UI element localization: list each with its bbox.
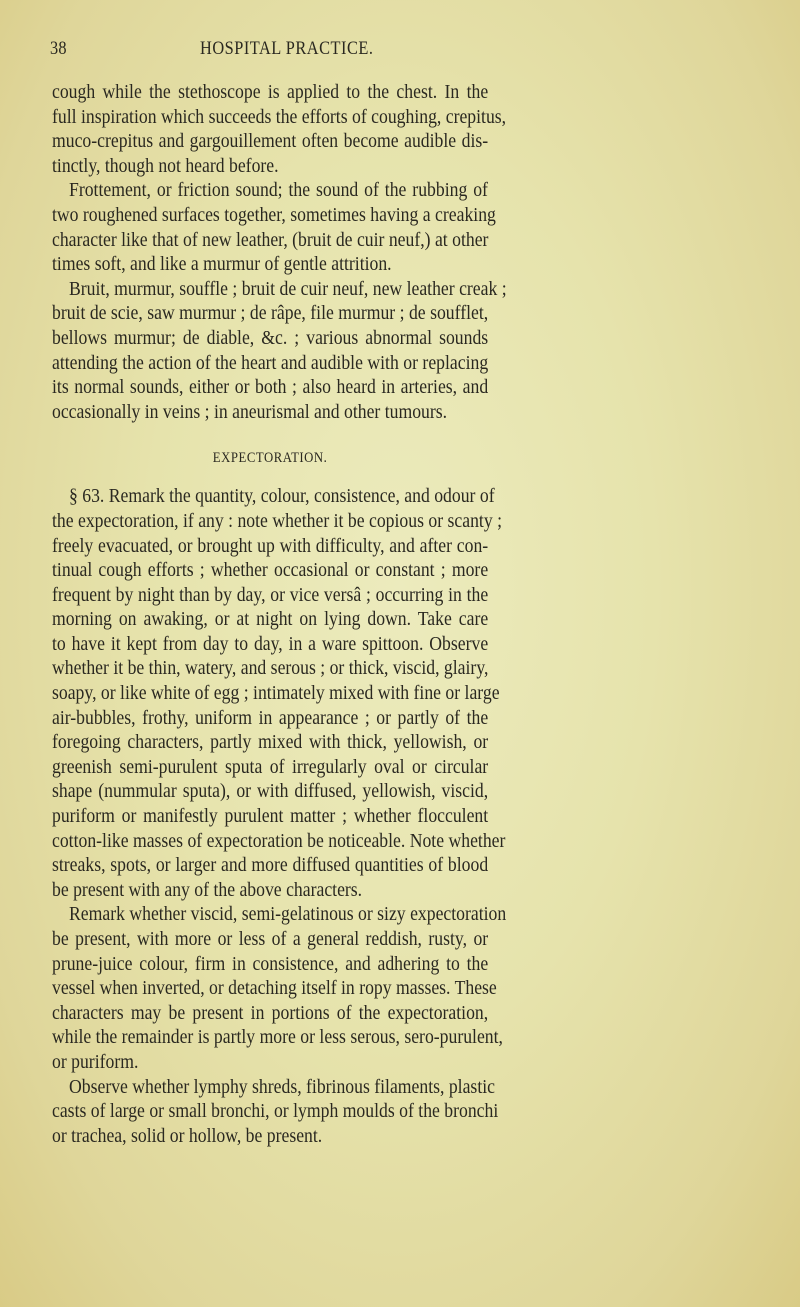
page-number: 38 <box>50 38 67 59</box>
text-line: puriform or manifestly purulent matter ; whether flocculent <box>52 805 489 828</box>
text-line: § 63. Remark the quantity, colour, consistence, and odour of <box>69 485 495 508</box>
text-line: cotton-like masses of expectoration be noticeable. Note whether <box>52 829 506 852</box>
text-line: times soft, and like a murmur of gentle attrition. <box>52 253 392 276</box>
text-line: foregoing characters, partly mixed with thick, yellowish, or <box>52 731 489 754</box>
section-heading: EXPECTORATION. <box>212 450 328 467</box>
text-line: bellows murmur; de diable, &c. ; various abnormal sounds <box>52 326 489 349</box>
text-line: air-bubbles, frothy, uniform in appearance ; or partly of the <box>52 706 489 729</box>
running-title: HOSPITAL PRACTICE. <box>200 38 374 59</box>
text-line: or puriform. <box>52 1050 139 1073</box>
text-line: the expectoration, if any : note whether it be copious or scanty ; <box>52 509 502 532</box>
text-line: tinual cough efforts ; whether occasional or constant ; more <box>52 559 489 582</box>
text-line: Remark whether viscid, semi-gelatinous or sizy expectoration <box>69 903 507 926</box>
text-line: casts of large or small bronchi, or lymph moulds of the bronchi <box>52 1100 499 1123</box>
text-line: Observe whether lymphy shreds, fibrinous filaments, plastic <box>69 1075 495 1098</box>
paragraph-frottement <box>52 178 496 276</box>
text-line: streaks, spots, or larger and more diffused quantities of blood <box>52 854 489 877</box>
text-line: vessel when inverted, or detaching itself in ropy masses. These <box>52 977 497 1000</box>
text-line: character like that of new leather, (bruit de cuir neuf,) at other <box>52 228 489 251</box>
text-line: tinctly, though not heard before. <box>52 154 279 177</box>
text-line: be present, with more or less of a general reddish, rusty, or <box>52 928 489 950</box>
paragraph-observe <box>52 1075 499 1149</box>
text-line: or trachea, solid or hollow, be present. <box>52 1124 323 1147</box>
running-head <box>50 38 488 62</box>
body-text <box>52 80 507 1148</box>
text-line: Bruit, murmur, souffle ; bruit de cuir neuf, new leather creak ; <box>69 277 507 300</box>
text-line: Frottement, or friction sound; the sound of the rubbing of <box>69 179 488 202</box>
text-line: greenish semi-purulent sputa of irregularly oval or circular <box>52 755 489 778</box>
text-line: attending the action of the heart and audible with or replacing <box>52 351 489 374</box>
text-line: morning on awaking, or at night on lying down. Take care <box>52 608 489 631</box>
text-line: soapy, or like white of egg ; intimately mixed with fine or large <box>52 682 500 705</box>
text-line: while the remainder is partly more or less serous, sero-purulent, <box>52 1026 503 1049</box>
text-line: its normal sounds, either or both ; also heard in arteries, and <box>52 376 489 399</box>
text-line: muco-crepitus and gargouillement often become audible dis- <box>52 130 489 153</box>
text-line: two roughened surfaces together, sometimes having a creaking <box>52 203 496 226</box>
text-line: characters may be present in portions of the expectoration, <box>52 1001 489 1024</box>
paragraph-section-63 <box>52 484 506 902</box>
text-line: shape (nummular sputa), or with diffused, yellowish, viscid, <box>52 780 489 803</box>
paragraph-cough-continuation <box>52 80 507 178</box>
text-line: occasionally in veins ; in aneurismal and other tumours. <box>52 400 448 423</box>
text-line: to have it kept from day to day, in a ware spittoon. Observe <box>52 632 489 655</box>
text-line: prune-juice colour, firm in consistence, and adhering to the <box>52 952 489 975</box>
text-line: whether it be thin, watery, and serous ; or thick, viscid, glairy, <box>52 657 489 680</box>
paragraph-remark <box>52 902 507 1074</box>
paragraph-bruit <box>52 277 507 425</box>
text-line: frequent by night than by day, or vice versâ ; occurring in the <box>52 583 489 606</box>
text-line: cough while the stethoscope is applied to the chest. In the <box>52 81 489 103</box>
text-line: bruit de scie, saw murmur ; de râpe, file murmur ; de soufflet, <box>52 302 489 325</box>
text-line: be present with any of the above characters. <box>52 878 363 901</box>
text-line: full inspiration which succeeds the efforts of coughing, crepitus, <box>52 105 507 128</box>
text-line: freely evacuated, or brought up with difficulty, and after con- <box>52 534 489 557</box>
